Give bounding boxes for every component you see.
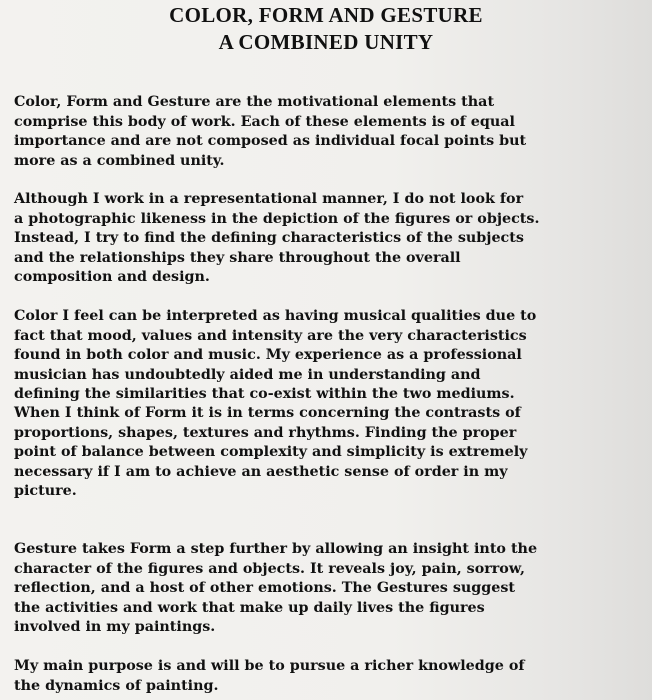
text-line: more as a combined unity. [14, 152, 225, 169]
text-line: My main purpose is and will be to pursue a richer knowledge of [14, 658, 525, 674]
text-line: found in both color and music. My experience as a professional [14, 347, 522, 364]
text-line: defining the similarities that co-exist within the two mediums. [14, 386, 515, 403]
text-line: fact that mood, values and intensity are the very characteristics [14, 327, 527, 344]
text-line: Color I feel can be interpreted as having musical qualities due to [14, 308, 537, 324]
text-line: picture. [14, 483, 77, 500]
text-line: necessary if I am to achieve an aesthetic sense of order in my [14, 463, 508, 480]
text-line: When I think of Form it is in terms concerning the contrasts of [14, 405, 521, 421]
text-line: reflection, and a host of other emotions. The Gestures suggest [14, 580, 516, 597]
paragraph-form [14, 404, 648, 502]
text-line: comprise this body of work. Each of these elements is of equal [14, 113, 515, 130]
paragraph-gesture [14, 540, 648, 638]
paragraph-intro [14, 93, 648, 171]
paragraph-color [14, 307, 648, 405]
text-line: and the relationships they share throughout the overall [14, 249, 461, 266]
text-line: musician has undoubtedly aided me in understanding and [14, 366, 481, 383]
text-line: point of balance between complexity and simplicity is extremely [14, 444, 528, 461]
text-line: character of the figures and objects. It reveals joy, pain, sorrow, [14, 560, 525, 577]
title-line-2: A COMBINED UNITY [218, 30, 434, 54]
text-line: importance and are not composed as individual focal points but [14, 133, 527, 150]
text-line: Instead, I try to find the defining characteristics of the subjects [14, 230, 524, 247]
text-line: Color, Form and Gesture are the motivational elements that [14, 94, 495, 110]
text-line: the dynamics of painting. [14, 677, 219, 694]
title-line-1: COLOR, FORM AND GESTURE [169, 3, 483, 27]
paragraph-representational [14, 190, 648, 288]
text-line: the activities and work that make up daily lives the figures [14, 599, 485, 616]
paragraph-purpose [14, 657, 648, 696]
text-line: Gesture takes Form a step further by allowing an insight into the [14, 541, 538, 557]
text-line: a photographic likeness in the depiction of the figures or objects. [14, 210, 540, 227]
text-line: composition and design. [14, 269, 210, 286]
text-line: proportions, shapes, textures and rhythms. Finding the proper [14, 424, 517, 441]
text-line: Although I work in a representational manner, I do not look for [14, 191, 524, 207]
text-line: involved in my paintings. [14, 619, 216, 636]
